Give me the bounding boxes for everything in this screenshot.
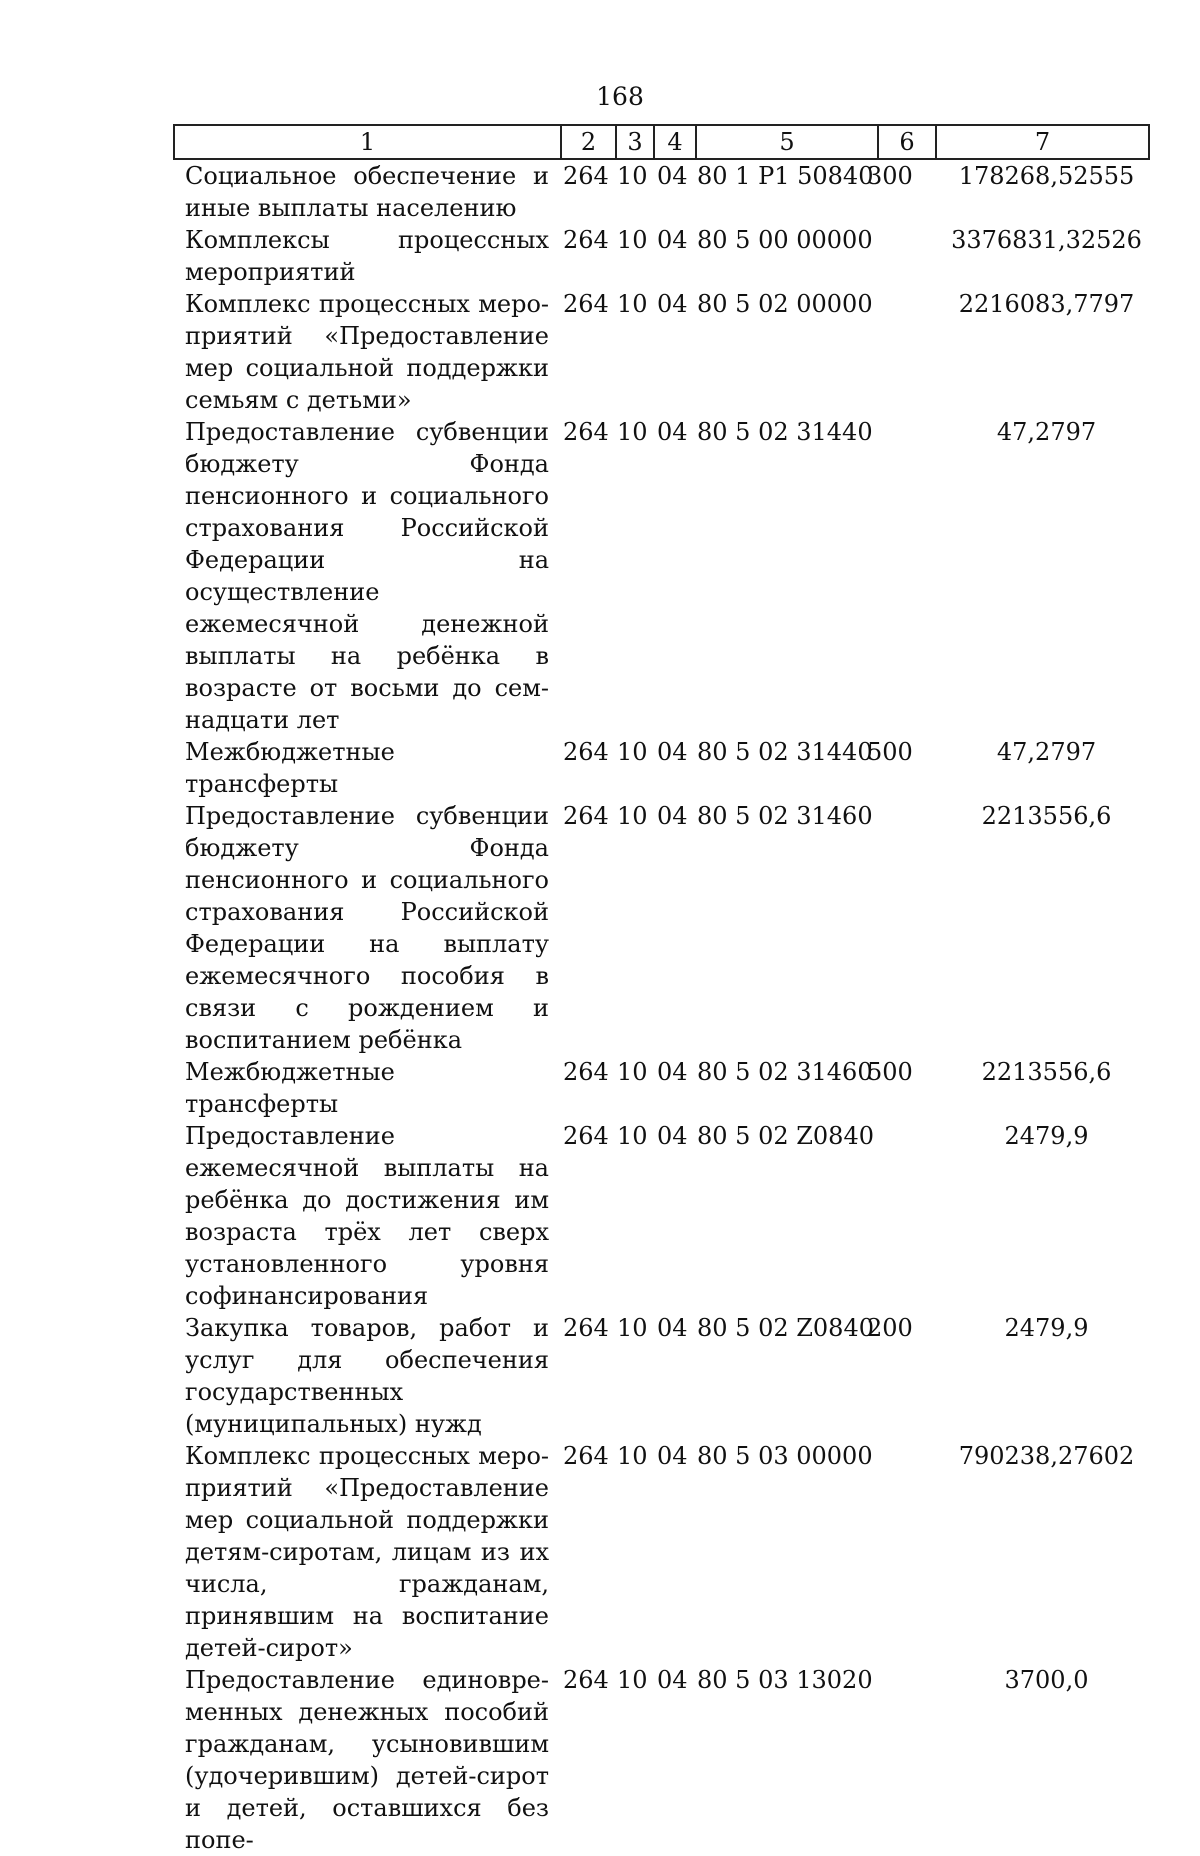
row-name: Межбюджетные трансферты [185,1058,395,1118]
row-col-5: 80 5 02 Z0840 [697,1314,874,1342]
table-row [185,736,1150,800]
row-col-5: 80 5 02 31460 [697,802,873,830]
row-col-5: 80 5 00 00000 [697,226,873,254]
row-col-4: 04 [657,290,688,318]
row-amount: 47,2797 [996,418,1097,446]
row-col-5: 80 5 02 31440 [697,738,873,766]
row-col-5: 80 1 P1 50840 [697,162,874,190]
row-col-2: 264 [563,1442,609,1470]
row-amount: 3700,0 [1004,1666,1089,1694]
row-col-5: 80 5 02 Z0840 [697,1122,874,1150]
row-col-4: 04 [657,1122,688,1150]
row-name: Комплекс процессных мероприятий «Предоставление мер социальной поддержки семьям с детьми» [185,290,549,414]
table-row [185,1120,1150,1312]
row-col-3: 10 [617,162,648,190]
header-col-6: 6 [879,126,937,158]
row-col-3: 10 [617,1314,648,1342]
row-col-5: 80 5 03 00000 [697,1442,873,1470]
row-name: Предоставление единовременных денежных пособий гражданам, усыновившим (удочерившим) детей-сирот и детей, оставшихся без попе- [185,1666,549,1854]
row-col-6 [867,224,933,288]
row-amount: 2479,9 [1004,1314,1089,1342]
row-name: Предоставление субвенции бюджету Фонда пенсионного и социального страхования Российской Федерации на выплату ежемесячного пособия в связи с рождением и воспитанием ребёнка [185,802,549,1054]
header-col-4: 4 [655,126,697,158]
row-col-6 [867,1120,933,1312]
header-col-3: 3 [617,126,655,158]
row-col-4: 04 [657,738,688,766]
row-amount: 47,2797 [996,738,1097,766]
table-row [185,1664,1150,1856]
row-col-3: 10 [617,1442,648,1470]
row-amount: 3376831,32526 [951,226,1142,254]
row-col-3: 10 [617,1666,648,1694]
row-col-6: 300 [867,162,913,190]
row-col-3: 10 [617,226,648,254]
table-row [185,1312,1150,1440]
table-header [173,124,1150,160]
row-col-2: 264 [563,802,609,830]
row-col-2: 264 [563,290,609,318]
row-col-5: 80 5 03 13020 [697,1666,873,1694]
row-col-4: 04 [657,802,688,830]
row-col-2: 264 [563,1122,609,1150]
row-col-4: 04 [657,1058,688,1086]
row-col-6 [867,1440,933,1664]
row-col-5: 80 5 02 31460 [697,1058,873,1086]
row-name: Комплекс процессных мероприятий «Предоставление мер социальной поддержки детям-сиротам, лицам из их числа, гражданам, принявшим на воспитание детей-сирот» [185,1442,549,1662]
header-col-2: 2 [562,126,617,158]
row-col-2: 264 [563,738,609,766]
row-col-5: 80 5 02 31440 [697,418,873,446]
row-name: Предоставление субвенции бюджету Фонда пенсионного и социального страхования Российской Федерации на осуществление ежемесячной денежной выплаты на ребёнка в возрасте от восьми до семнадцати лет [185,418,549,734]
row-col-6 [867,416,933,736]
row-col-4: 04 [657,162,688,190]
table-row [185,1056,1150,1120]
row-col-2: 264 [563,1058,609,1086]
row-col-6 [867,288,933,416]
row-col-6 [867,1664,933,1856]
row-name: Закупка товаров, работ и услуг для обеспечения государственных (муниципальных) нужд [185,1314,549,1438]
row-name: Комплексы процессных мероприятий [185,226,549,286]
row-amount: 2213556,6 [981,802,1112,830]
row-col-2: 264 [563,162,609,190]
row-col-3: 10 [617,418,648,446]
table-body [185,160,1150,1856]
table-row [185,160,1150,224]
row-col-4: 04 [657,418,688,446]
row-amount: 2479,9 [1004,1122,1089,1150]
row-amount: 2213556,6 [981,1058,1112,1086]
row-col-3: 10 [617,738,648,766]
row-col-2: 264 [563,1314,609,1342]
row-col-3: 10 [617,1122,648,1150]
page-number: 168 [596,82,644,111]
header-col-5: 5 [697,126,879,158]
row-amount: 2216083,7797 [958,290,1135,318]
table-row [185,288,1150,416]
header-col-1: 1 [175,126,562,158]
row-name: Предоставление ежемесячной выплаты на ребёнка до достижения им возраста трёх лет сверх установленного уровня софинансирования [185,1122,549,1310]
row-col-4: 04 [657,1442,688,1470]
row-col-4: 04 [657,1666,688,1694]
row-col-6 [867,800,933,1056]
row-col-2: 264 [563,418,609,446]
row-col-3: 10 [617,1058,648,1086]
row-col-6: 500 [867,738,913,766]
row-col-5: 80 5 02 00000 [697,290,873,318]
table-row [185,1440,1150,1664]
row-name: Межбюджетные трансферты [185,738,395,798]
row-amount: 178268,52555 [958,162,1135,190]
row-col-6: 500 [867,1058,913,1086]
row-name: Социальное обеспечение и иные выплаты населению [185,162,549,222]
row-col-4: 04 [657,1314,688,1342]
row-amount: 790238,27602 [958,1442,1135,1470]
table-row [185,800,1150,1056]
row-col-3: 10 [617,290,648,318]
table-row [185,224,1150,288]
row-col-2: 264 [563,226,609,254]
row-col-3: 10 [617,802,648,830]
header-col-7: 7 [1034,128,1051,156]
row-col-6: 200 [867,1314,913,1342]
row-col-4: 04 [657,226,688,254]
table-row [185,416,1150,736]
row-col-2: 264 [563,1666,609,1694]
